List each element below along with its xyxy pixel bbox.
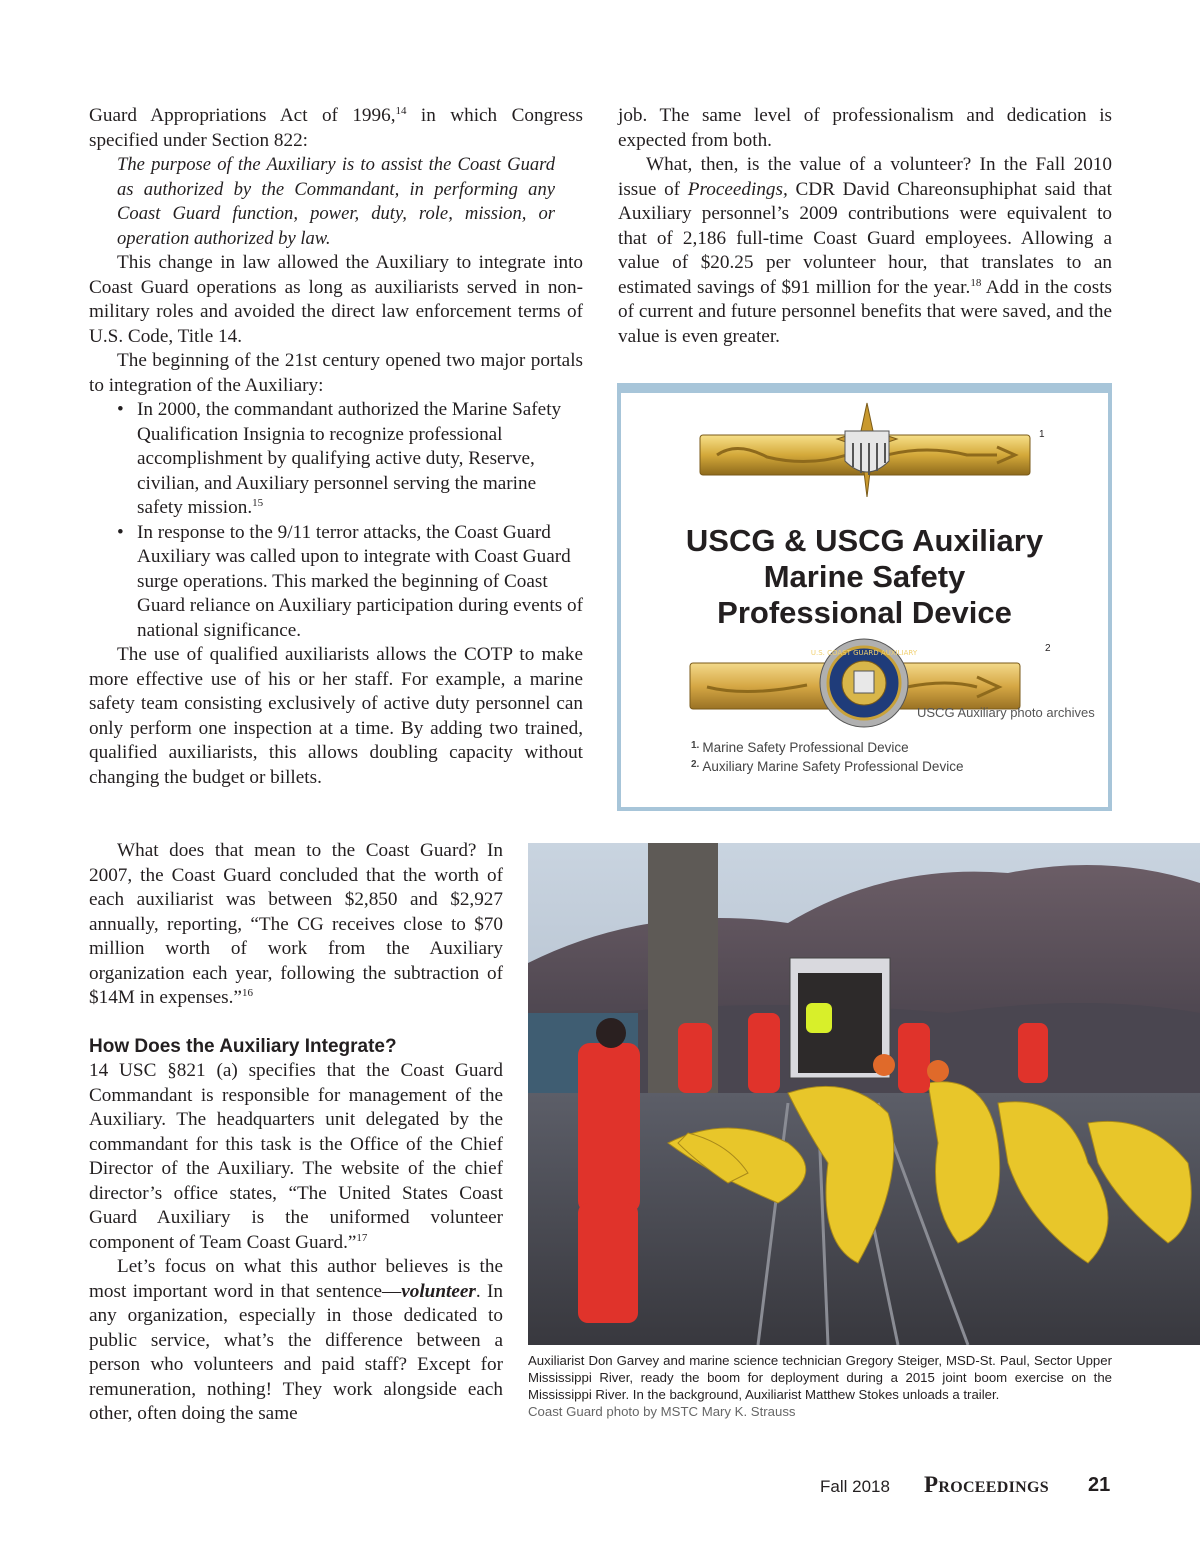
svg-text:U.S. COAST GUARD AUXILIARY: U.S. COAST GUARD AUXILIARY: [810, 649, 918, 657]
photo-caption: Auxiliarist Don Garvey and marine science technician Gregory Steiger, MSD-St. Paul, Sector Upper Mississippi River, ready the boom for deployment during a 2015 joint boom exercise on the Mississippi River. In the background, Auxiliarist Matthew Stokes unloads a trailer. Coast Guard photo by MSTC Mary K. Strauss: [528, 1353, 1112, 1419]
boom-exercise-photo: [528, 843, 1200, 1345]
page-number: 21: [1088, 1474, 1111, 1496]
left-column-bottom: [89, 839, 503, 1427]
section-heading: How Does the Auxiliary Integrate?: [89, 1035, 397, 1057]
footer-issue: Fall 2018: [820, 1477, 890, 1496]
right-column: [618, 104, 1112, 349]
sidebar-title: USCG & USCG Auxiliary Marine Safety Professional Device: [685, 523, 1044, 630]
paragraph: This change in law allowed the Auxiliary to integrate into Coast Guard operations as long as auxiliarists served in non-military roles and avoided the direct law enforcement terms of U.S. Code, Title 14.: [89, 252, 583, 347]
paragraph: The use of qualified auxiliarists allows the COTP to make more effective use of his or her staff. For example, a marine safety team consisting exclusively of active duty personnel can only perform one inspection at a time. By adding two trained, qualified auxiliarists, this allows doubling capacity without changing the budget or billets.: [89, 644, 583, 788]
left-column-top: [89, 104, 583, 790]
insignia-sidebar: [617, 383, 1112, 811]
bullet-list: [89, 398, 583, 643]
paragraph: What, then, is the value of a volunteer? In the Fall 2010 issue of Proceedings, CDR David Chareonsuphiphat said that Auxiliary personnel’s 2009 contributions were equivalent to that of 2,186 full-time Coast Guard employees. Allowing a value of $20.25 per volunteer hour, that translates to an estimated savings of $91 million for the year.$^{18}$ Add in the costs of current and future personnel benefits that were saved, and the value is even greater.: [618, 154, 1113, 347]
block-quote: The purpose of the Auxiliary is to assist the Coast Guard as authorized by the Commandant, in performing any Coast Guard function, power, duty, role, mission, or operation authorized by law.: [117, 154, 555, 249]
list-item: • In 2000, the commandant authorized the Marine Safety Qualification Insignia to recognize professional accomplishment by qualifying active duty, Reserve, civilian, and Auxiliary personnel serving the marine safety mission.$^{15}$: [137, 398, 583, 521]
photo-credit: USCG Auxiliary photo archives: [917, 705, 1095, 720]
paragraph: job. The same level of professionalism and dedication is expected from both.: [618, 105, 1112, 151]
legend-item: $^{1.}$ Marine Safety Professional Device: [691, 740, 909, 755]
marker-1: 1: [1039, 429, 1045, 440]
marker-2: 2: [1045, 643, 1051, 654]
paragraph: 14 USC §821 (a) specifies that the Coast Guard Commandant is responsible for management of the Auxiliary. The headquarters unit delegated by the commandant for this task is the Office of the Chief Director of the Auxiliary. The website of the chief director’s office states, “The United States Coast Guard Auxiliary is the uniformed volunteer component of Team Coast Guard.”$^{17}$: [89, 1060, 503, 1253]
photo-caption-credit: Coast Guard photo by MSTC Mary K. Strauss: [528, 1404, 796, 1419]
marine-safety-device-image: [697, 401, 1037, 501]
list-item: • In response to the 9/11 terror attacks, the Coast Guard Auxiliary was called upon to integrate with Coast Guard surge operations. This marked the beginning of Coast Guard reliance on Auxiliary participation during events of national significance.: [137, 521, 583, 644]
footer-magazine-title: Proceedings: [924, 1472, 1049, 1497]
legend-item: $^{2.}$ Auxiliary Marine Safety Professional Device: [691, 759, 964, 774]
paragraph: The beginning of the 21st century opened two major portals to integration of the Auxiliary:: [89, 350, 583, 396]
paragraph: Let’s focus on what this author believes is the most important word in that sentence—volunteer. In any organization, especially in those dedicated to public service, what’s the difference between a person who volunteers and paid staff? Except for remuneration, nothing! They work alongside each other, often doing the same: [89, 1256, 504, 1424]
paragraph: Guard Appropriations Act of 1996,14 in which Congress specified under Section 822:: [89, 105, 583, 151]
paragraph: What does that mean to the Coast Guard? In 2007, the Coast Guard concluded that the worth of each auxiliarist was between $2,850 and $2,927 annually, reporting, “The CG receives close to $70 million worth of work from the Auxiliary organization each year, following the subtraction of $14M in expenses.”$^{16}$: [89, 840, 503, 1008]
